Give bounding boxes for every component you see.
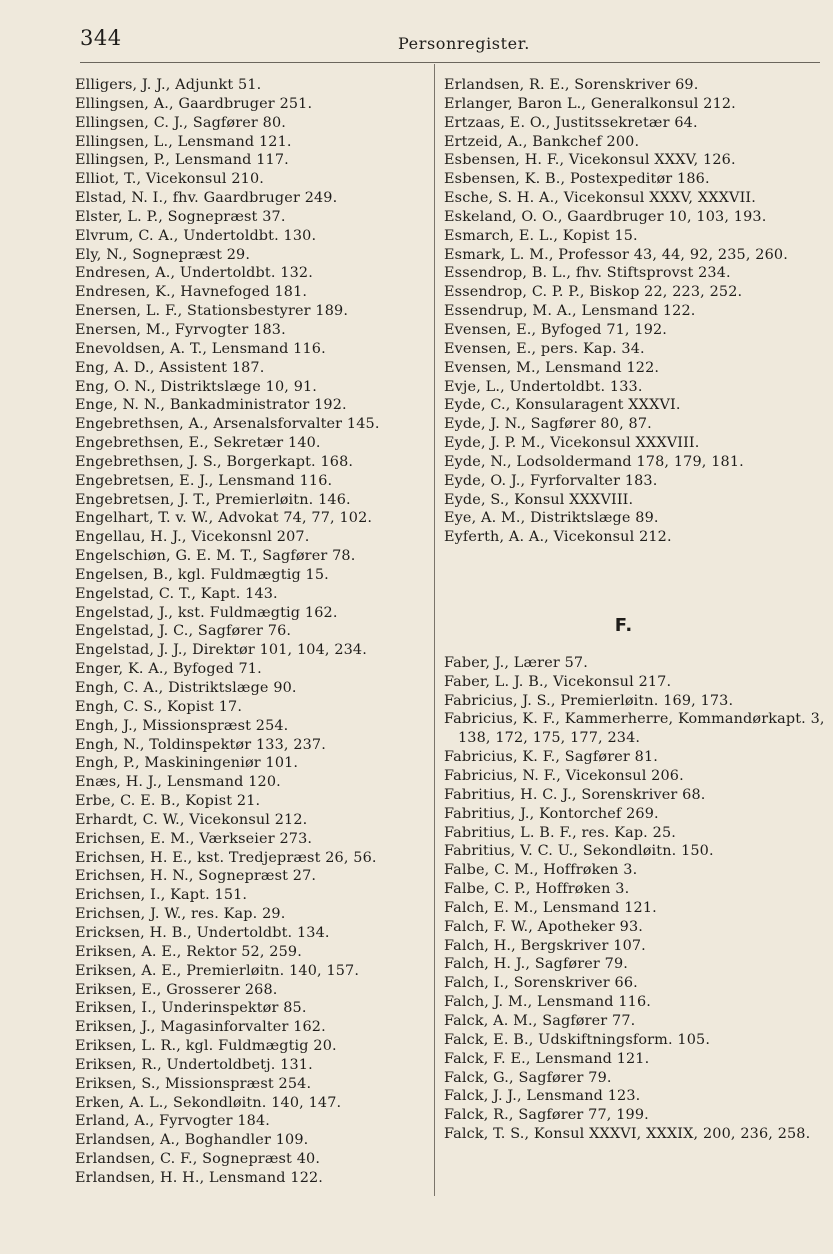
register-entry: Falbe, C. M., Hoffrøken 3. — [444, 862, 638, 879]
register-entry: Endresen, K., Havnefoged 181. — [75, 284, 308, 301]
register-entry: Engebretsen, J. T., Premierløitn. 146. — [75, 491, 351, 508]
register-entry: Fabritius, J., Kontorchef 269. — [444, 805, 659, 822]
register-entry: Falck, J. J., Lensmand 123. — [444, 1088, 641, 1105]
register-entry: Eye, A. M., Distriktslæge 89. — [444, 510, 659, 527]
register-entry: Enger, K. A., Byfoged 71. — [75, 661, 262, 678]
register-entry: Eriksen, J., Magasinforvalter 162. — [75, 1019, 326, 1036]
register-entry: Eriksen, A. E., Rektor 52, 259. — [75, 943, 302, 960]
register-entry: Falck, R., Sagfører 77, 199. — [444, 1107, 649, 1124]
register-entry: Falck, G., Sagfører 79. — [444, 1069, 612, 1086]
register-entry: Eyferth, A. A., Vicekonsul 212. — [444, 529, 672, 546]
register-entry: Erlandsen, H. H., Lensmand 122. — [75, 1169, 324, 1186]
column-divider — [434, 64, 435, 1196]
register-entry: Eskeland, O. O., Gaardbruger 10, 103, 193. — [444, 208, 767, 225]
register-entry: Erland, A., Fyrvogter 184. — [75, 1113, 271, 1130]
register-entry: Falck, A. M., Sagfører 77. — [444, 1012, 636, 1029]
register-entry: Fabricius, J. S., Premierløitn. 169, 173. — [444, 692, 734, 709]
register-entry: Eyde, C., Konsularagent XXXVI. — [444, 397, 681, 414]
register-entry: Engelhart, T. v. W., Advokat 74, 77, 102. — [75, 510, 373, 527]
register-entry: Elster, L. P., Sognepræst 37. — [75, 208, 286, 225]
register-entry: Erken, A. L., Sekondløitn. 140, 147. — [75, 1094, 342, 1111]
register-entry: Evensen, M., Lensmand 122. — [444, 359, 660, 376]
register-entry: Engh, J., Missionspræst 254. — [75, 717, 289, 734]
register-entry: Engebrethsen, E., Sekretær 140. — [75, 435, 321, 452]
register-entry: Falch, J. M., Lensmand 116. — [444, 994, 652, 1011]
page-title: Personregister. — [398, 34, 530, 53]
register-entry: Engebrethsen, A., Arsenalsforvalter 145. — [75, 416, 380, 433]
register-entry: Esbensen, K. B., Postexpeditør 186. — [444, 171, 710, 188]
register-entry: Elvrum, C. A., Undertoldbt. 130. — [75, 227, 317, 244]
register-entry: Endresen, A., Undertoldbt. 132. — [75, 265, 313, 282]
register-entry: Eriksen, E., Grosserer 268. — [75, 981, 278, 998]
register-entry: Esmark, L. M., Professor 43, 44, 92, 235, 260. — [444, 246, 788, 263]
register-entry: Engellau, H. J., Vicekonsnl 207. — [75, 529, 310, 546]
register-entry: Engebretsen, E. J., Lensmand 116. — [75, 472, 333, 489]
register-entry: Ertzeid, A., Bankchef 200. — [444, 133, 640, 150]
register-entry: Essendrop, C. P. P., Biskop 22, 223, 252. — [444, 284, 743, 301]
register-entry: Essendrup, M. A., Lensmand 122. — [444, 303, 696, 320]
register-entry: Fabricius, K. F., Sagfører 81. — [444, 749, 658, 766]
right-column-e-entries — [444, 76, 826, 547]
register-entry: Eyde, O. J., Fyrforvalter 183. — [444, 472, 658, 489]
left-column — [75, 76, 431, 1188]
register-entry: Falch, F. W., Apotheker 93. — [444, 918, 644, 935]
register-entry: Elligers, J. J., Adjunkt 51. — [75, 77, 262, 93]
register-entry: Esche, S. H. A., Vicekonsul XXXV, XXXVII. — [444, 190, 756, 207]
register-entry: Essendrop, B. L., fhv. Stiftsprovst 234. — [444, 265, 731, 282]
register-entry: Falck, T. S., Konsul XXXVI, XXXIX, 200, 236, 258. — [444, 1126, 811, 1143]
register-entry: Enge, N. N., Bankadministrator 192. — [75, 397, 347, 414]
register-entry: Falch, E. M., Lensmand 121. — [444, 899, 657, 916]
right-column — [444, 76, 826, 1144]
register-entry: Ely, N., Sognepræst 29. — [75, 246, 251, 263]
register-entry: Enevoldsen, A. T., Lensmand 116. — [75, 340, 326, 357]
register-entry: Eng, O. N., Distriktslæge 10, 91. — [75, 378, 318, 395]
register-entry: Ellingsen, L., Lensmand 121. — [75, 133, 292, 150]
register-entry: Fabritius, L. B. F., res. Kap. 25. — [444, 824, 676, 841]
register-entry: Esmarch, E. L., Kopist 15. — [444, 227, 638, 244]
register-entry: Erhardt, C. W., Vicekonsul 212. — [75, 811, 308, 828]
register-entry: Eriksen, R., Undertoldbetj. 131. — [75, 1056, 313, 1073]
register-entry: Engelstad, J. C., Sagfører 76. — [75, 623, 292, 640]
register-entry: Engelstad, J. J., Direktør 101, 104, 234. — [75, 642, 367, 659]
register-entry: Erichsen, J. W., res. Kap. 29. — [75, 906, 286, 923]
register-entry: Ellingsen, P., Lensmand 117. — [75, 152, 289, 169]
register-entry: Eyde, J. N., Sagfører 80, 87. — [444, 416, 652, 433]
register-entry: Engelsen, B., kgl. Fuldmægtig 15. — [75, 566, 329, 583]
register-entry: Engh, C. A., Distriktslæge 90. — [75, 680, 297, 696]
register-entry: Evje, L., Undertoldbt. 133. — [444, 378, 643, 395]
section-letter-f: F. — [614, 615, 634, 637]
register-entry: Ericksen, H. B., Undertoldbt. 134. — [75, 924, 330, 941]
register-entry: Erichsen, E. M., Værkseier 273. — [75, 830, 313, 847]
register-entry: Erlandsen, C. F., Sognepræst 40. — [75, 1151, 321, 1168]
register-entry: Elliot, T., Vicekonsul 210. — [75, 171, 265, 188]
register-entry: Engelschiøn, G. E. M. T., Sagfører 78. — [75, 548, 356, 565]
register-entry: Falch, H., Bergskriver 107. — [444, 937, 646, 954]
register-entry: Falbe, C. P., Hoffrøken 3. — [444, 881, 630, 898]
register-entry: Engh, C. S., Kopist 17. — [75, 698, 243, 715]
register-entry: Erlanger, Baron L., Generalkonsul 212. — [444, 95, 736, 112]
register-entry: Enæs, H. J., Lensmand 120. — [75, 774, 281, 791]
register-entry: Eyde, J. P. M., Vicekonsul XXXVIII. — [444, 435, 700, 452]
page-number: 344 — [80, 26, 122, 50]
register-entry: Esbensen, H. F., Vicekonsul XXXV, 126. — [444, 152, 736, 169]
register-entry: Engelstad, J., kst. Fuldmægtig 162. — [75, 604, 338, 621]
register-entry: Falck, E. B., Udskiftningsform. 105. — [444, 1031, 711, 1048]
register-entry: Eriksen, L. R., kgl. Fuldmægtig 20. — [75, 1038, 337, 1055]
register-entry: Erbe, C. E. B., Kopist 21. — [75, 793, 261, 810]
register-entry: Ellingsen, C. J., Sagfører 80. — [75, 114, 287, 131]
register-entry: Eriksen, A. E., Premierløitn. 140, 157. — [75, 962, 360, 979]
register-entry: Erichsen, I., Kapt. 151. — [75, 887, 248, 904]
register-entry: Engh, N., Toldinspektør 133, 237. — [75, 736, 326, 753]
register-entry: Evensen, E., pers. Kap. 34. — [444, 340, 645, 357]
register-entry: Erlandsen, A., Boghandler 109. — [75, 1132, 309, 1149]
register-entry: Fabricius, K. F., Kammerherre, Kommandørkapt. 3, 138, 172, 175, 177, 234. — [444, 711, 825, 747]
top-rule — [80, 62, 820, 63]
register-entry: Eyde, S., Konsul XXXVIII. — [444, 491, 634, 508]
register-entry: Erlandsen, R. E., Sorenskriver 69. — [444, 77, 699, 93]
register-entry: Eriksen, I., Underinspektør 85. — [75, 1000, 307, 1017]
register-entry: Falch, I., Sorenskriver 66. — [444, 975, 638, 992]
register-entry: Ellingsen, A., Gaardbruger 251. — [75, 95, 313, 112]
register-entry: Faber, J., Lærer 57. — [444, 654, 588, 671]
register-entry: Ertzaas, E. O., Justitssekretær 64. — [444, 114, 698, 131]
register-entry: Faber, L. J. B., Vicekonsul 217. — [444, 673, 672, 690]
register-entry: Evensen, E., Byfoged 71, 192. — [444, 321, 668, 338]
register-entry: Engebrethsen, J. S., Borgerkapt. 168. — [75, 453, 354, 470]
register-entry: Erichsen, H. N., Sognepræst 27. — [75, 868, 317, 885]
register-entry: Falch, H. J., Sagfører 79. — [444, 956, 629, 973]
register-entry: Enersen, M., Fyrvogter 183. — [75, 321, 286, 338]
register-entry: Elstad, N. I., fhv. Gaardbruger 249. — [75, 190, 338, 207]
register-entry: Eriksen, S., Missionspræst 254. — [75, 1075, 312, 1092]
right-column-f-entries — [444, 654, 826, 1144]
register-entry: Fabritius, V. C. U., Sekondløitn. 150. — [444, 843, 714, 860]
register-entry: Fabritius, H. C. J., Sorenskriver 68. — [444, 786, 706, 803]
register-entry: Falck, F. E., Lensmand 121. — [444, 1050, 650, 1067]
register-entry: Engh, P., Maskiningeniør 101. — [75, 755, 299, 772]
register-entry: Fabricius, N. F., Vicekonsul 206. — [444, 768, 684, 784]
register-entry: Eng, A. D., Assistent 187. — [75, 359, 265, 376]
register-entry: Engelstad, C. T., Kapt. 143. — [75, 585, 278, 602]
register-entry: Eyde, N., Lodsoldermand 178, 179, 181. — [444, 453, 744, 470]
register-entry: Erichsen, H. E., kst. Tredjepræst 26, 56. — [75, 849, 377, 866]
register-entry: Enersen, L. F., Stationsbestyrer 189. — [75, 303, 349, 320]
